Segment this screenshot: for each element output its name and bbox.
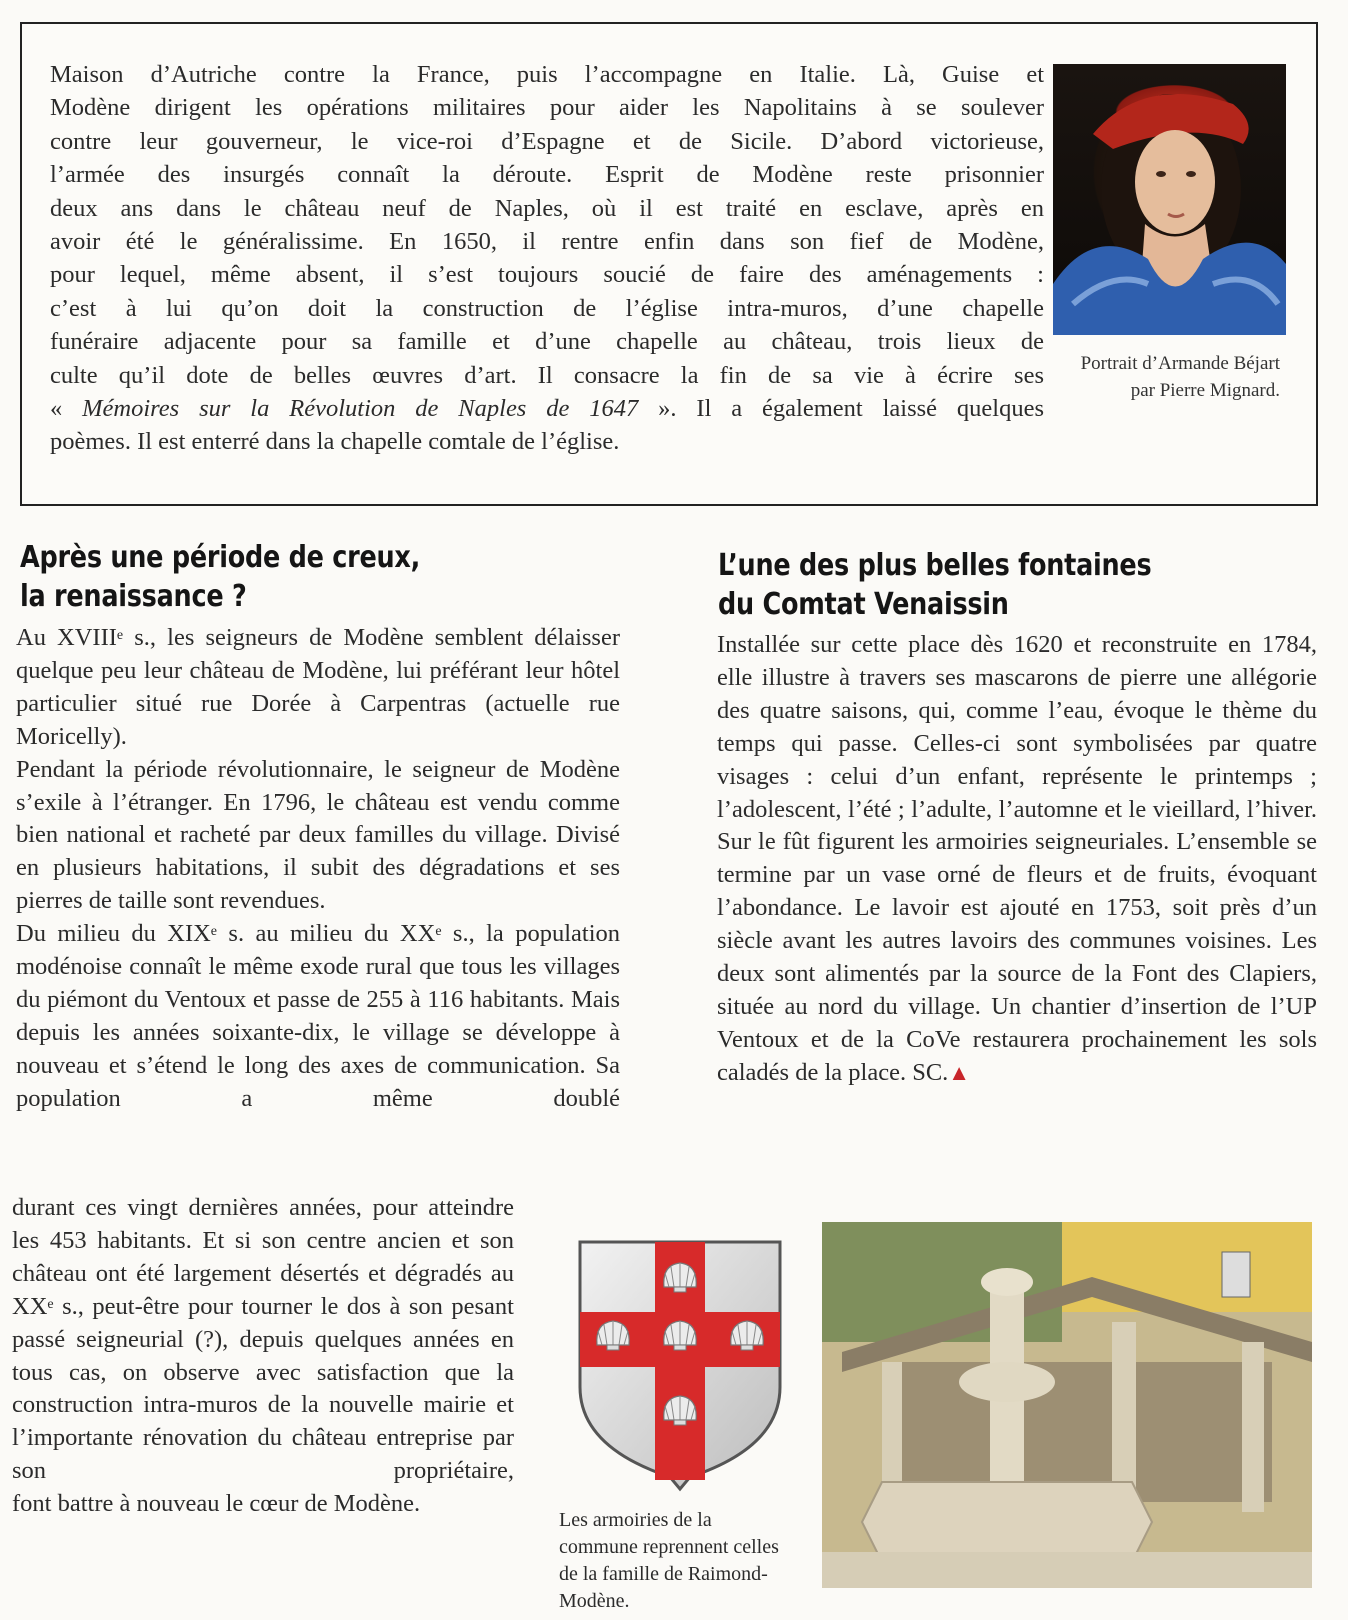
right-heading (718, 546, 1151, 624)
bio-line: culte qu’il dote de belles œuvres d’art. Il consacre la fin de sa vie à écrire ses (50, 361, 1044, 389)
memoires-title: Mémoires sur la Révolution de Naples de 1647 (82, 395, 639, 423)
end-triangle-icon: ▲ (948, 1059, 971, 1085)
bio-line-title (50, 392, 1044, 425)
text-run: s., peut-être pour tourner le dos à son pesant passé seigneurial (?), depuis quelques années en tous cas, on observe avec satisfaction que la construction intra-muros de la nouvelle mairie et l’importante rénovation du château entreprise par son propriétaire, (12, 1292, 514, 1485)
superscript: e (210, 924, 218, 940)
text-run: durant ces vingt dernières années, pour atteindre les 453 habitants. Et si son centre ancien et son château ont été largement désertés et dégradés au XX (12, 1194, 514, 1320)
left-heading (20, 538, 420, 616)
text-run: Du milieu du XIX (16, 920, 211, 948)
paragraph (16, 918, 620, 1115)
text-run: Au XVIII (16, 624, 117, 651)
bio-line: Modène dirigent les opérations militaires pour aider les Napolitains à se soulever (50, 94, 1044, 122)
coat-of-arms-caption: Les armoiries de la commune reprennent celles de la famille de Raimond-Modène. (559, 1509, 779, 1612)
left-heading-line: la renaissance ? (20, 579, 247, 614)
bio-line: Maison d’Autriche contre la France, puis l’accompagne en Italie. Là, Guise et (50, 61, 1044, 88)
bio-line: contre leur gouverneur, le vice-roi d’Espagne et de Sicile. D’abord victorieuse, (50, 127, 1044, 155)
signature: SC. (906, 1058, 949, 1086)
title-open: « (50, 395, 83, 423)
paragraph: font battre à nouveau le cœur de Modène. (12, 1490, 421, 1518)
left-column-text-narrow (12, 1192, 514, 1521)
paragraph (16, 622, 620, 754)
right-column-text (717, 629, 1317, 1090)
coat-of-arms-image (575, 1237, 785, 1492)
portrait-illustration (1053, 64, 1286, 335)
fountain-photo (822, 1222, 1312, 1588)
bio-line: avoir été le généralissime. En 1650, il rentre enfin dans son fief de Modène, (50, 228, 1044, 256)
bio-line: pour lequel, même absent, il s’est toujours soucié de faire des aménagements : (50, 261, 1044, 289)
right-heading-line: du Comtat Venaissin (718, 587, 1009, 622)
bio-line: c’est à lui qu’on doit la construction de l’église intra-muros, d’une chapelle (50, 294, 1044, 322)
right-heading-line: L’une des plus belles fontaines (718, 548, 1152, 583)
superscript: e (116, 628, 124, 643)
biography-text (50, 58, 1044, 459)
superscript: e (47, 1296, 54, 1312)
bio-line: poèmes. Il est enterré dans la chapelle comtale de l’église. (50, 428, 620, 456)
biography-box (20, 22, 1318, 506)
left-column-text (16, 622, 620, 1116)
left-heading-line: Après une période de creux, (20, 540, 421, 575)
bio-line: funéraire adjacente pour sa famille et d’une chapelle au château, trois lieux de (50, 328, 1044, 356)
superscript: e (435, 924, 442, 940)
portrait-caption: Portrait d’Armande Béjart par Pierre Mignard. (1080, 353, 1280, 401)
text-run: s., la population modénoise connaît le même exode rural que tous les villages du piémont du Ventoux et passe de 255 à 116 habitants. Mais depuis les années soixante-dix, le village se développe à nouveau et s’étend le long des axes de communication. Sa population a même doublé (16, 920, 620, 1112)
text-run: s., les seigneurs de Modène semblent délaisser quelque peu leur château de Modène, lui préférant leur hôtel particulier situé rue Dorée à Carpentras (actuelle rue Moricelly). (16, 624, 621, 750)
title-close: ». Il a également laissé quelques (638, 395, 1044, 423)
text-run: s. au milieu du XX (217, 920, 436, 948)
bio-line: l’armée des insurgés connaît la déroute. Esprit de Modène reste prisonnier (50, 161, 1044, 189)
paragraph (12, 1192, 514, 1488)
bio-line: deux ans dans le château neuf de Naples, où il est traité en esclave, après en (50, 194, 1044, 222)
paragraph (717, 629, 1317, 1090)
text-run: Installée sur cette place dès 1620 et reconstruite en 1784, elle illustre à travers ses mascarons de pierre une allégorie des quatre saisons, qui, comme l’eau, évoque le thème du temps qui passe. Celles-ci sont symbolisées par quatre visages : celui d’un enfant, représente le printemps ; l’adolescent, l’été ; l’adulte, l’automne et le vieillard, l’hiver. Sur le fût figurent les armoiries seigneuriales. L’ensemble se termine par un vase orné de fleurs et de fruits, évoquant l’abondance. Le lavoir est ajouté en 1753, soit près d’un siècle avant les autres lavoirs des communes voisines. Les deux sont alimentés par la source de la Font des Clapiers, située au nord du village. Un chantier d’insertion de l’UP Ventoux et de la CoVe restaurera prochainement les sols caladés de la place. (717, 631, 1317, 1086)
portrait-image (1053, 64, 1286, 335)
fountain-illustration (822, 1222, 1312, 1588)
paragraph: Pendant la période révolutionnaire, le seigneur de Modène s’exile à l’étranger. En 1796, le château est vendu comme bien national et racheté par deux familles du village. Divisé en plusieurs habitations, il subit des dégradations et ses pierres de taille sont revendues. (16, 755, 620, 915)
